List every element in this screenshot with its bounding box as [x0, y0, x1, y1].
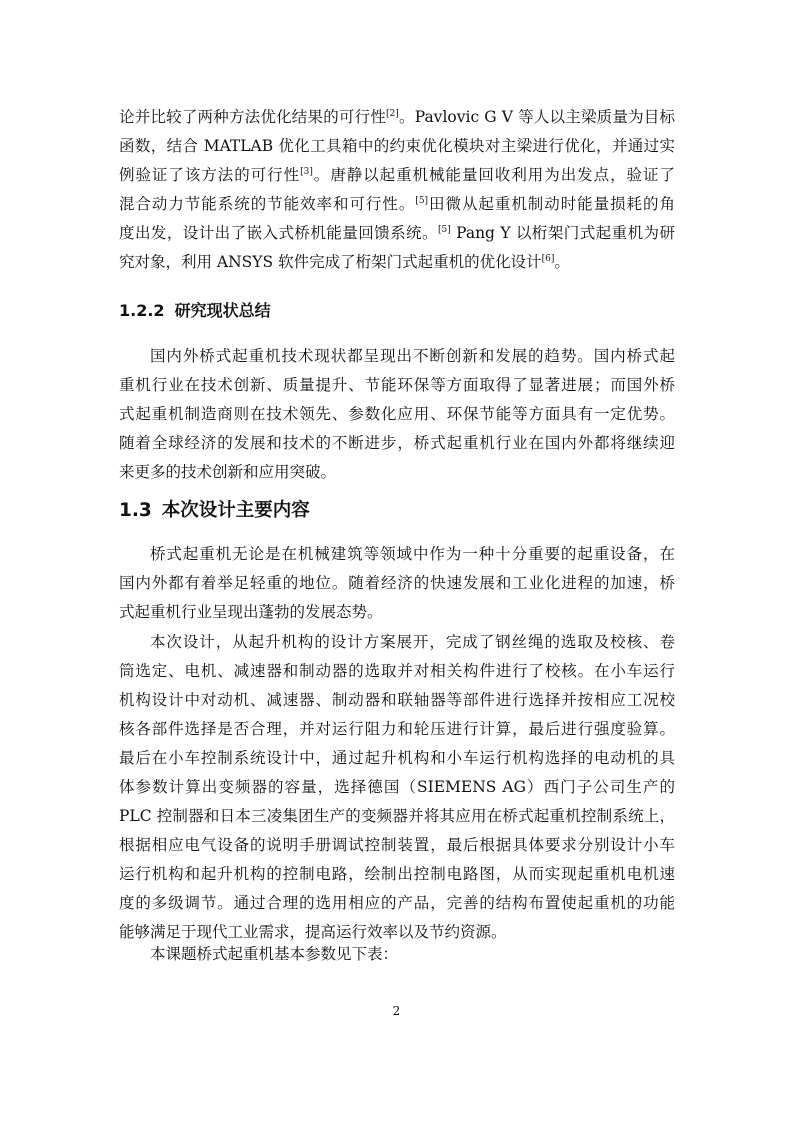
- text-line: 国内外都有着举足轻重的地位。随着经济的快速发展和工业化进程的加速，桥: [119, 574, 675, 592]
- text-line: 筒选定、电机、减速器和制动器的选取并对相关构件进行了校核。在小车运行: [119, 662, 675, 680]
- section-title: 本次设计主要内容: [161, 500, 310, 521]
- section-heading-1-2-2: [119, 298, 271, 321]
- section-number: 1.2.2: [119, 301, 165, 320]
- text-line: 究对象，利用 ANSYS 软件完成了桁架门式起重机的优化设计[6]。: [119, 253, 570, 271]
- citation: [2]: [386, 109, 399, 119]
- text-line: 式起重机行业呈现出蓬勃的发展态势。: [119, 603, 383, 621]
- paragraph-crane-importance: [119, 540, 675, 627]
- text-line: 度出发，设计出了嵌入式桥机能量回馈系统。[5] Pang Y 以桁架门式起重机为研: [119, 224, 675, 242]
- text-line: 最后在小车控制系统设计中，通过起升机构和小车运行机构选择的电动机的具: [119, 749, 675, 767]
- section-title: 研究现状总结: [174, 301, 271, 320]
- citation: [5]: [437, 225, 451, 235]
- text-line: 桥式起重机无论是在机械建筑等领域中作为一种十分重要的起重设备，在: [150, 545, 675, 563]
- text-line: 机构设计中对动机、减速器、制动器和联轴器等部件进行选择并按相应工况校: [119, 691, 675, 709]
- text-line: 能够满足于现代工业需求，提高运行效率以及节约资源。: [119, 923, 507, 941]
- citation: [6]: [541, 254, 555, 264]
- citation: [3]: [300, 167, 313, 177]
- section-number: 1.3: [119, 500, 152, 521]
- text-line: 函数，结合 MATLAB 优化工具箱中的约束优化模块对主梁进行优化，并通过实: [119, 137, 675, 155]
- text-line: PLC 控制器和日本三凌集团生产的变频器并将其应用在桥式起重机控制系统上，: [119, 807, 675, 825]
- paragraph-literature-review: [119, 103, 675, 277]
- citation: [5]: [415, 196, 429, 206]
- text-line: 度的多级调节。通过合理的选用相应的产品，完善的结构布置使起重机的功能: [119, 894, 675, 912]
- text-line: 本课题桥式起重机基本参数见下表：: [150, 945, 399, 963]
- text-line: 来更多的技术创新和应用突破。: [119, 463, 337, 481]
- text-line: 混合动力节能系统的节能效率和可行性。[5]田微从起重机制动时能量损耗的角: [119, 195, 675, 213]
- paragraph-table-intro: [119, 940, 675, 969]
- paragraph-design-content: [119, 628, 675, 947]
- text-line: 体参数计算出变频器的容量，选择德国（SIEMENS AG）西门子公司生产的: [119, 778, 675, 796]
- page-number: 2: [392, 1004, 401, 1018]
- text-line: 国内外桥式起重机技术现状都呈现出不断创新和发展的趋势。国内桥式起: [150, 347, 675, 365]
- text-line: 核各部件选择是否合理，并对运行阻力和轮压进行计算，最后进行强度验算。: [119, 720, 675, 738]
- text-line: 运行机构和起升机构的控制电路，绘制出控制电路图，从而实现起重机电机速: [119, 865, 675, 883]
- section-heading-1-3: [119, 496, 310, 522]
- text-line: 随着全球经济的发展和技术的不断进步，桥式起重机行业在国内外都将继续迎: [119, 434, 675, 452]
- text-line: 例验证了该方法的可行性[3]。唐静以起重机械能量回收利用为出发点，验证了: [119, 166, 675, 184]
- text-line: 根据相应电气设备的说明手册调试控制装置，最后根据具体要求分别设计小车: [119, 836, 675, 854]
- text-line: 本次设计，从起升机构的设计方案展开，完成了钢丝绳的选取及校核、卷: [150, 633, 675, 651]
- text-line: 式起重机制造商则在技术领先、参数化应用、环保节能等方面具有一定优势。: [119, 405, 675, 423]
- paragraph-status-summary: [119, 342, 675, 487]
- text-line: 论并比较了两种方法优化结果的可行性[2]。Pavlovic G V 等人以主梁质量为目标: [119, 108, 675, 126]
- text-line: 重机行业在技术创新、质量提升、节能环保等方面取得了显著进展；而国外桥: [119, 376, 675, 394]
